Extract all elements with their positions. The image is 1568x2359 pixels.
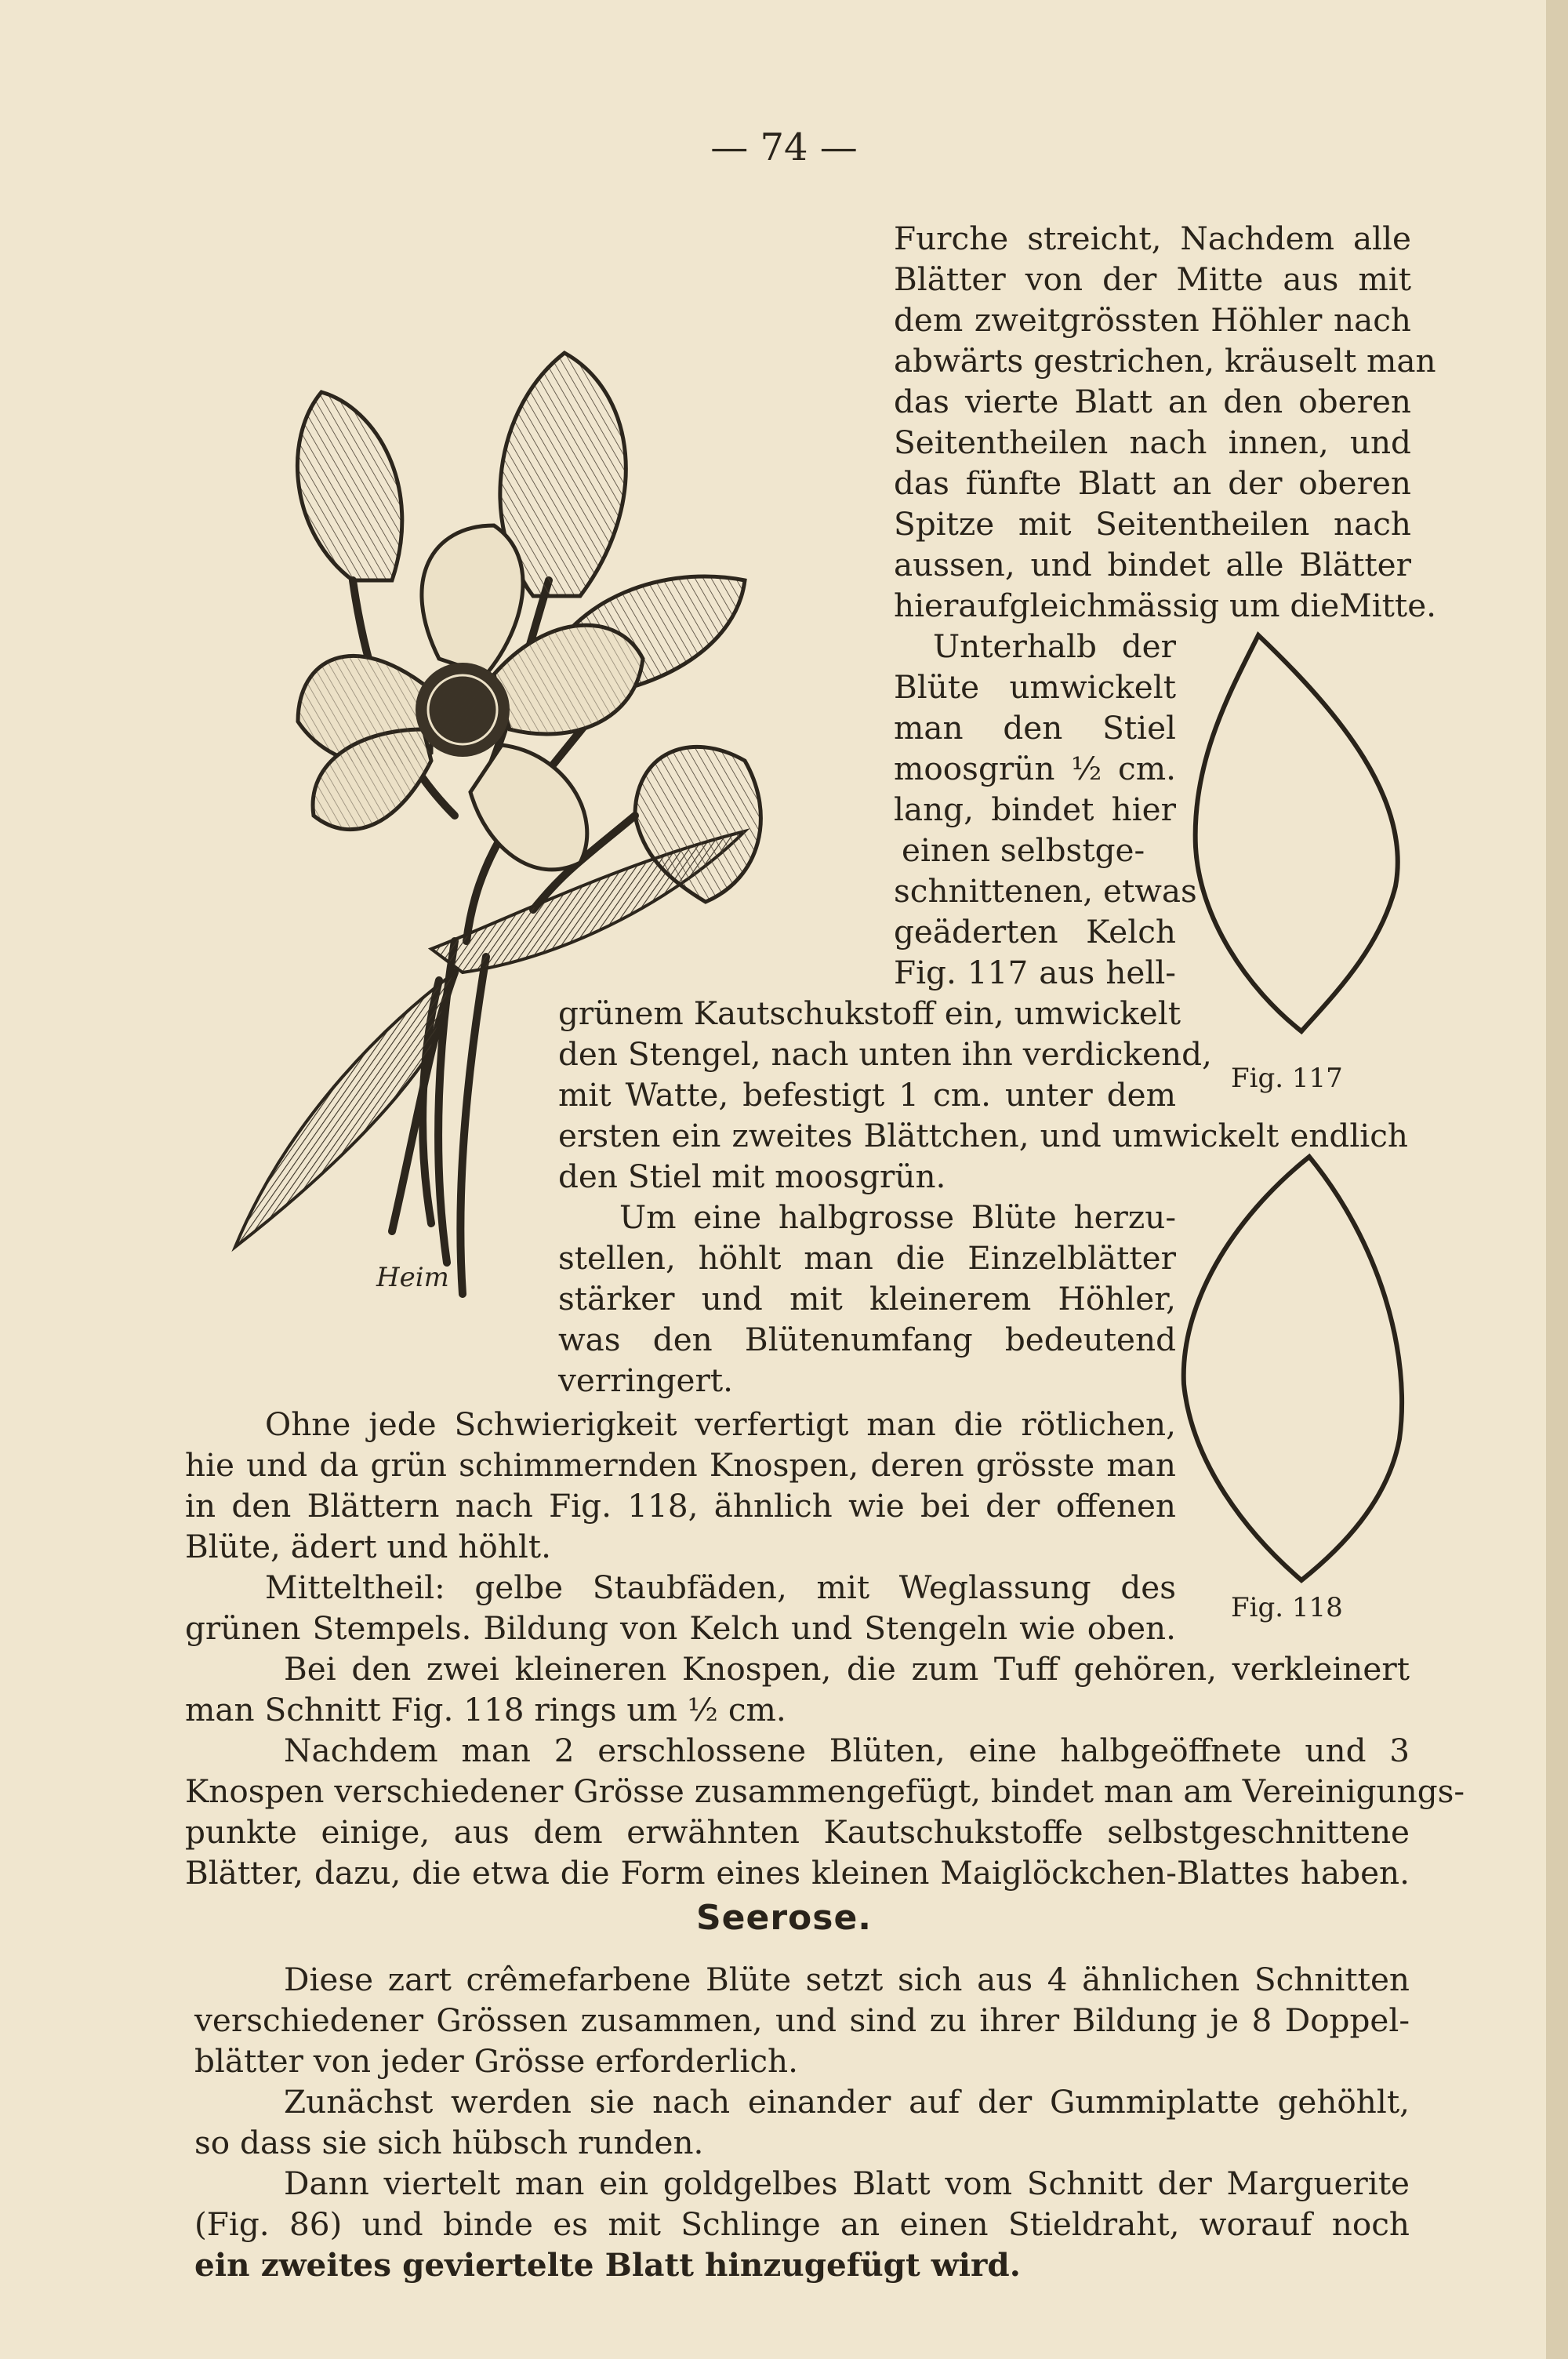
text-line: dem zweitgrössten Höhler nach bbox=[894, 301, 1411, 339]
text-line: Dann viertelt man ein goldgelbes Blatt vom Schnitt der Marguerite bbox=[284, 2165, 1410, 2202]
text-line: ein zweites geviertelte Blatt hinzugefügt wird. bbox=[194, 2246, 1021, 2284]
text-line: Blüte umwickelt bbox=[894, 668, 1176, 706]
text-line: das vierte Blatt an den oberen bbox=[894, 383, 1411, 420]
text-line: man den Stiel bbox=[894, 709, 1176, 747]
text-line: so dass sie sich hübsch runden. bbox=[194, 2124, 704, 2161]
text-line: in den Blättern nach Fig. 118, ähnlich wie bei der offenen bbox=[185, 1487, 1176, 1525]
text-line: Bei den zwei kleineren Knospen, die zum Tuff gehören, verkleinert bbox=[284, 1650, 1410, 1688]
text-line: Zunächst werden sie nach einander auf der Gummiplatte gehöhlt, bbox=[284, 2083, 1410, 2121]
text-line: grünem Kautschukstoff ein, umwickelt bbox=[558, 994, 1181, 1032]
text-line: (Fig. 86) und binde es mit Schlinge an einen Stieldraht, worauf noch bbox=[194, 2205, 1410, 2243]
fig118-leaf-outline bbox=[1176, 1149, 1419, 1588]
text-line: man Schnitt Fig. 118 rings um ½ cm. bbox=[185, 1691, 786, 1728]
text-line: verringert. bbox=[558, 1361, 734, 1399]
text-line: stellen, höhlt man die Einzelblätter bbox=[558, 1239, 1176, 1277]
text-line: Mitteltheil: gelbe Staubfäden, mit Weglassung des bbox=[265, 1568, 1176, 1606]
text-line: hie und da grün schimmernden Knospen, deren grösste man bbox=[185, 1446, 1176, 1484]
page-gutter bbox=[1546, 0, 1568, 2359]
text-line: ersten ein zweites Blättchen, und umwickelt endlich bbox=[558, 1117, 1408, 1154]
text-line: Diese zart crêmefarbene Blüte setzt sich aus 4 ähnlichen Schnitten bbox=[284, 1961, 1410, 1998]
text-line: Um eine halbgrosse Blüte herzu- bbox=[619, 1198, 1176, 1236]
text-line: stärker und mit kleinerem Höhler, bbox=[558, 1280, 1176, 1318]
text-line: blätter von jeder Grösse erforderlich. bbox=[194, 2042, 799, 2080]
text-line: hieraufgleichmässig um dieMitte. bbox=[894, 587, 1437, 624]
text-line: Blüte, ädert und höhlt. bbox=[185, 1528, 551, 1565]
text-line: aussen, und bindet alle Blätter bbox=[894, 546, 1411, 583]
text-line: Seitentheilen nach innen, und bbox=[894, 423, 1411, 461]
text-line: Spitze mit Seitentheilen nach bbox=[894, 505, 1411, 543]
text-line: Unterhalb der bbox=[933, 627, 1176, 665]
fig117-leaf-outline bbox=[1184, 620, 1419, 1043]
text-line: moosgrün ½ cm. bbox=[894, 750, 1176, 787]
text-line: das fünfte Blatt an der oberen bbox=[894, 464, 1411, 502]
text-line: geäderten Kelch bbox=[894, 913, 1176, 951]
text-line: Blätter, dazu, die etwa die Form eines kleinen Maiglöckchen-Blattes haben. bbox=[185, 1854, 1410, 1892]
text-line: mit Watte, befestigt 1 cm. unter dem bbox=[558, 1076, 1176, 1114]
text-line: abwärts gestrichen, kräuselt man bbox=[894, 342, 1436, 380]
illustrator-signature: Heim bbox=[376, 1262, 449, 1293]
text-line: einen selbstge- bbox=[902, 831, 1145, 869]
fig117-caption: Fig. 117 bbox=[1231, 1063, 1343, 1094]
text-line: punkte einige, aus dem erwähnten Kautschukstoffe selbstgeschnittene bbox=[185, 1813, 1410, 1851]
text-line: was den Blütenumfang bedeutend bbox=[558, 1321, 1176, 1358]
text-line: schnittenen, etwas bbox=[894, 872, 1197, 910]
text-line: Fig. 117 aus hell- bbox=[894, 954, 1176, 991]
text-line: Blätter von der Mitte aus mit bbox=[894, 260, 1411, 298]
text-line: lang, bindet hier bbox=[894, 791, 1176, 828]
text-line: Knospen verschiedener Grösse zusammengefügt, bindet man am Vereinigungs- bbox=[185, 1772, 1465, 1810]
text-line: verschiedener Grössen zusammen, und sind zu ihrer Bildung je 8 Doppel- bbox=[194, 2001, 1410, 2039]
text-line: Furche streicht, Nachdem alle bbox=[894, 220, 1411, 257]
section-heading: Seerose. bbox=[695, 1898, 873, 1938]
page-number: — 74 — bbox=[710, 125, 858, 169]
text-line: den Stiel mit moosgrün. bbox=[558, 1158, 946, 1195]
text-line: Ohne jede Schwierigkeit verfertigt man die rötlichen, bbox=[265, 1405, 1176, 1443]
text-line: grünen Stempels. Bildung von Kelch und Stengeln wie oben. bbox=[185, 1609, 1176, 1647]
text-line: Nachdem man 2 erschlossene Blüten, eine halbgeöffnete und 3 bbox=[284, 1732, 1410, 1769]
fig118-caption: Fig. 118 bbox=[1231, 1592, 1343, 1623]
text-line: den Stengel, nach unten ihn verdickend, bbox=[558, 1035, 1212, 1073]
